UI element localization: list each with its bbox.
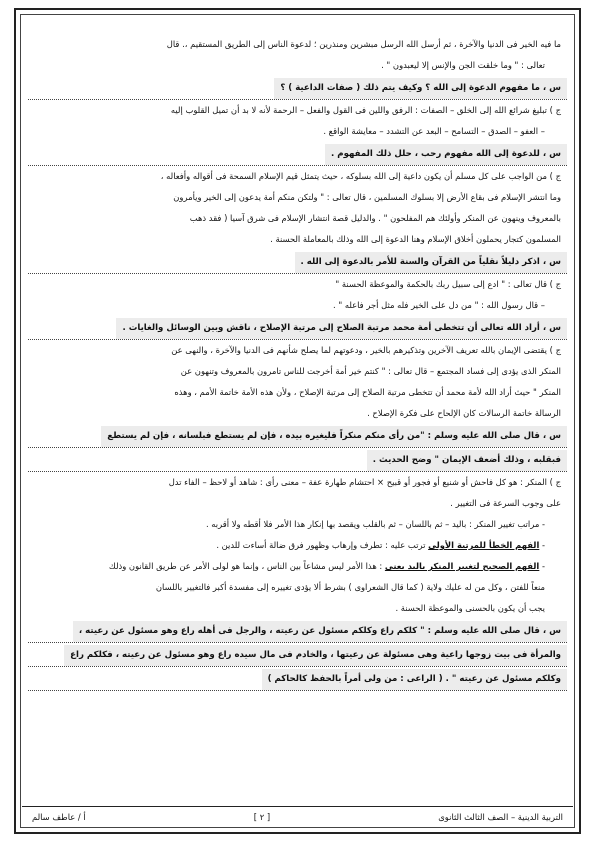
answer-line: يجب أن يكون بالحسنى والموعظة الحسنة . [395, 603, 545, 613]
answer-line: وما انتشر الإسلام فى بقاع الأرض إلا بسلوك المسلمين ، قال تعالى : " ولتكن منكم أمة يدعون إلى الخير ويأمرون [173, 192, 561, 202]
question-4: س ، أراد الله تعالى أن تتخطى أمة محمد مرتبة الصلاح إلى مرتبة الإصلاح ، ناقش وبين الوسائل والغايات . [28, 318, 567, 340]
question-2: س ، للدعوة إلى الله مفهوم رحب ، حلل ذلك المفهوم . [28, 144, 567, 166]
question-5: س ، قال صلى الله عليه وسلم : "من رأى منكم منكراً فليغيره بيده ، فإن لم يستطع فبلسانه ، فإن لم يستطع [28, 426, 567, 448]
page-frame [14, 8, 581, 834]
answer-line: المنكر " حيث أراد الله لأمة محمد أن تتخطى مرتبة الصلاح إلى مرتبة الإصلاح ، ولأن هذه الأمة خاتمة الأمم ، وهذه [174, 387, 561, 397]
answer-line: المنكر الذى يؤدى إلى فساد المجتمع – قال تعالى : " كنتم خير أمة أخرجت للناس تامرون بالمعروف وتنهون عن [180, 366, 561, 376]
text-line: تعالى : " وما خلقت الجن والإنس إلا ليعبدون " . [381, 60, 545, 70]
page-footer [22, 806, 573, 826]
answer-line: - الفهم الصحيح لتغيير المنكر باليد يعنى : هذا الأمر ليس مشاعاً بين الناس ، وإنما هو لولى الأمر عن طريق القانون وذلك [28, 556, 567, 577]
question-6-cont: والمرأة فى بيت زوجها راعية وهى مسئولة عن رعيتها ، والخادم فى مال سيده راع وهو مسئول عن رعيته ، فكلكم راع [28, 645, 567, 667]
answer-line: ج ) تبليغ شرائع الله إلى الخلق – الصفات : الرفق واللين فى القول والفعل – الرحمة لأنه لا بد أن تميل القلوب إليه [170, 105, 561, 115]
text-line: ما فيه الخير فى الدنيا والآخرة ، ثم أرسل الله الرسل مبشرين ومنذرين ؛ لدعوة الناس إلى الطريق المستقيم ،. قال [166, 39, 561, 49]
answer-line: ج ) المنكر : هو كل فاحش أو شنيع أو فجور أو قبيح × احتشام طهارة عفة – معنى رأى : شاهد أو لاحظ – الفاء تدل [168, 477, 561, 487]
answer-line: - الفهم الخطأ للمرتبة الأولى ترتب عليه : تطرف وإرهاب وظهور فرق ضالة أساءت للدين . [28, 535, 567, 556]
question-6: س ، قال صلى الله عليه وسلم : " كلكم راع وكلكم مسئول عن رعيته ، والرجل فى أهله راع وهو مسئول عن رعيته ، [28, 621, 567, 643]
footer-subject: التربية الدينية – الصف الثالث الثانوى [438, 811, 563, 822]
question-3: س ، اذكر دليلاً نقلياً من القرآن والسنة للأمر بالدعوة إلى الله . [28, 252, 567, 274]
question-1: س ، ما مفهوم الدعوة إلى الله ؟ وكيف يتم ذلك ( صفات الداعية ) ؟ [28, 78, 567, 100]
answer-line: الرسالة خاتمة الرسالات كان الإلحاح على فكرة الإصلاح . [367, 408, 561, 418]
answer-line: منعاً للفتن ، وكل من له عليك ولاية ( كما قال الشعراوى ) بشرط ألا يؤدى تغييره إلى مفسدة أكبر فالتغيير باللسان [155, 582, 545, 592]
question-6-cont: وكلكم مسئول عن رعيته " . ( الراعى : من ولى أمراً بالحفظ كالحاكم ) [28, 669, 567, 691]
answer-line: المسلمون كتجار يحملون أخلاق الإسلام وهنا الدعوة إلى الله وذلك بالمعاملة الحسنة . [270, 234, 561, 244]
question-5-cont: فبقلبه ، وذلك أضعف الإيمان " وضح الحديث . [28, 450, 567, 472]
answer-line: ج ) قال تعالى : " ادع إلى سبيل ربك بالحكمة والموعظة الحسنة " [335, 279, 561, 289]
answer-line: – العفو – الصدق – التسامح – البعد عن التشدد – معايشة الواقع . [323, 126, 545, 136]
answer-line: ج ) من الواجب على كل مسلم أن يكون داعية إلى الله بسلوكه ، حيث يتمثل قيم الإسلام السمحة فى أقواله وأفعاله ، [160, 171, 561, 181]
answer-line: – قال رسول الله : " من دل على الخير فله مثل أجر فاعله " . [333, 300, 545, 310]
answer-line: - مراتب تغيير المنكر : باليد – ثم باللسان – ثم بالقلب ويقصد بها إنكار هذا الأمر فلا أقطه ولا أقربه . [28, 514, 567, 535]
answer-line: على وجوب السرعة فى التغيير . [450, 498, 561, 508]
footer-author: أ / عاطف سالم [32, 811, 86, 822]
answer-line: بالمعروف وينهون عن المنكر وأولئك هم المفلحون " . والدليل قصة انتشار الإسلام فى شرق آسيا ( فقد ذهب [189, 213, 561, 223]
document-body [28, 34, 567, 691]
page-number: [ ٢ ] [253, 811, 271, 822]
answer-line: ج ) يقتضى الإيمان بالله تعريف الآخرين وتذكيرهم بالخير ، ودعوتهم لما يصلح شأنهم فى الدنيا والآخرة ، والنهى عن [171, 345, 561, 355]
